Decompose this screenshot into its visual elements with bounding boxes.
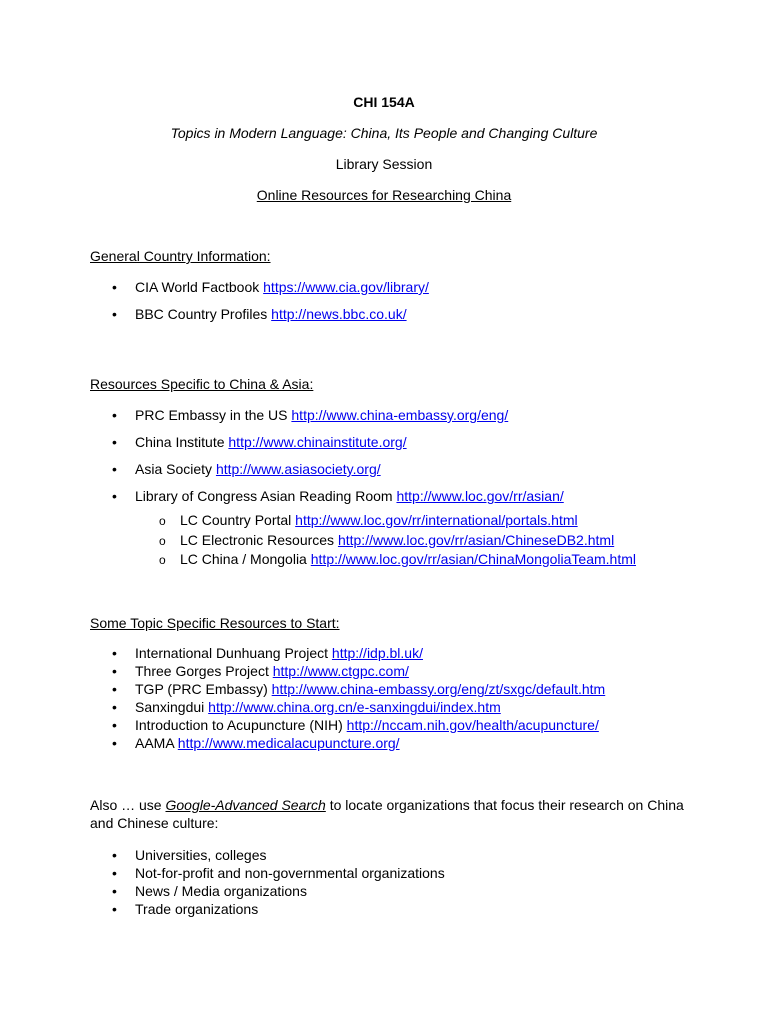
lc-china-mongolia-link[interactable]: http://www.loc.gov/rr/asian/ChinaMongoliaTeam.html (310, 551, 637, 567)
item-label: Three Gorges Project (135, 663, 273, 679)
item-label: CIA World Factbook (135, 279, 264, 295)
item-label: China Institute (135, 434, 229, 450)
list-item (0, 531, 636, 551)
bbc-profiles-link[interactable]: http://news.bbc.co.uk/ (271, 306, 407, 322)
topic-resources-heading: Some Topic Specific Resources to Start: (90, 615, 340, 631)
google-advanced-search-text: Google-Advanced Search (165, 797, 326, 813)
china-asia-heading: Resources Specific to China & Asia: (90, 376, 314, 392)
asia-society-link[interactable]: http://www.asiasociety.org/ (215, 461, 381, 477)
list-item (0, 680, 605, 698)
list-item (0, 550, 636, 570)
list-item (0, 460, 564, 478)
china-asia-list (0, 406, 564, 514)
also-prefix: Also … use (90, 797, 166, 813)
list-item (0, 644, 605, 662)
course-code: CHI 154A (353, 94, 415, 110)
list-item (0, 487, 564, 505)
dunhuang-link[interactable]: http://idp.bl.uk/ (331, 645, 423, 661)
tgp-embassy-link[interactable]: http://www.china-embassy.org/eng/zt/sxgc/default.htm (271, 681, 606, 697)
general-info-list (0, 278, 429, 332)
item-label: International Dunhuang Project (135, 645, 332, 661)
item-label: Asia Society (135, 461, 216, 477)
loc-asian-link[interactable]: http://www.loc.gov/rr/asian/ (396, 488, 564, 504)
nccam-acupuncture-link[interactable]: http://nccam.nih.gov/health/acupuncture/ (346, 717, 599, 733)
list-item (0, 734, 605, 752)
loc-sublist (0, 511, 636, 570)
also-suffix: to locate organizations that focus their research on China and Chinese culture: (90, 797, 684, 831)
item-label: Sanxingdui (135, 699, 209, 715)
list-item: • Trade organizations (0, 900, 445, 918)
sanxingdui-link[interactable]: http://www.china.org.cn/e-sanxingdui/index.htm (208, 699, 501, 715)
session-title: Library Session (335, 156, 433, 172)
list-item (0, 406, 564, 424)
lc-electronic-resources-link[interactable]: http://www.loc.gov/rr/asian/ChineseDB2.html (337, 531, 615, 548)
three-gorges-link[interactable]: http://www.ctgpc.com/ (272, 663, 409, 679)
also-paragraph (90, 796, 690, 832)
cia-factbook-link[interactable]: https://www.cia.gov/library/ (263, 279, 429, 295)
list-item (0, 698, 605, 716)
general-info-heading: General Country Information: (90, 248, 271, 264)
item-label: Library of Congress Asian Reading Room (135, 488, 397, 504)
lc-country-portal-link[interactable]: http://www.loc.gov/rr/international/portals.html (295, 512, 578, 528)
prc-embassy-link[interactable]: http://www.china-embassy.org/eng/ (291, 407, 509, 423)
china-institute-link[interactable]: http://www.chinainstitute.org/ (228, 434, 407, 450)
item-label: LC China / Mongolia (180, 551, 311, 567)
list-item (0, 433, 564, 451)
organization-types-list (0, 846, 445, 918)
item-label: TGP (PRC Embassy) (135, 681, 272, 697)
item-label: PRC Embassy in the US (135, 407, 292, 423)
list-item (0, 662, 605, 680)
list-item: • Universities, colleges (0, 846, 445, 864)
aama-link[interactable]: http://www.medicalacupuncture.org/ (177, 735, 400, 751)
item-label: BBC Country Profiles (135, 306, 272, 322)
list-item: • News / Media organizations (0, 882, 445, 900)
list-item: • Not-for-profit and non-governmental organizations (0, 864, 445, 882)
list-item (0, 305, 429, 323)
list-item (0, 716, 605, 734)
topic-resources-list (0, 644, 605, 752)
item-label: LC Electronic Resources (180, 531, 338, 548)
item-label: Introduction to Acupuncture (NIH) (135, 717, 347, 733)
list-item (0, 278, 429, 296)
document-subtitle: Online Resources for Researching China (256, 187, 512, 203)
course-title: Topics in Modern Language: China, Its People and Changing Culture (170, 125, 598, 141)
item-label: LC Country Portal (180, 512, 296, 528)
item-label: AAMA (135, 735, 178, 751)
list-item (0, 511, 636, 531)
